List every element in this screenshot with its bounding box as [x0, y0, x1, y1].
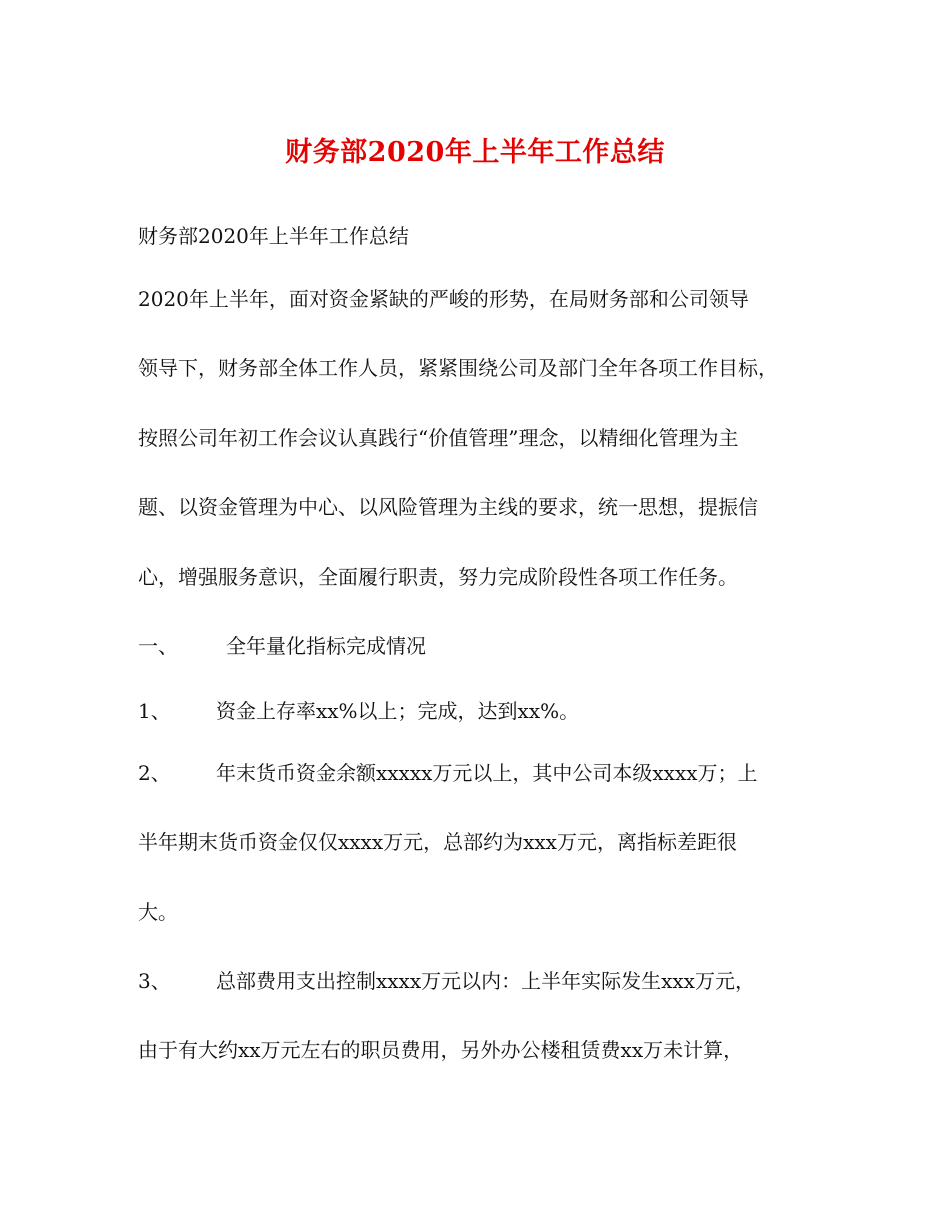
list-item-text: 资金上存率xx%以上；完成，达到xx%。	[216, 699, 580, 723]
list-item-3	[138, 967, 838, 995]
intro-line-1: 2020年上半年，面对资金紧缺的严峻的形势，在局财务部和公司领导	[138, 287, 749, 311]
document-subtitle: 财务部2020年上半年工作总结	[138, 224, 409, 248]
section-heading-1	[138, 632, 838, 660]
list-item-3-continuation-1: 由于有大约xx万元左右的职员费用，另外办公楼租赁费xx万未计算，	[138, 1038, 744, 1062]
document-title: 财务部2020年上半年工作总结	[285, 137, 665, 168]
list-item-1	[138, 697, 838, 725]
section-number: 一、	[138, 634, 178, 658]
intro-line-3: 按照公司年初工作会议认真践行“价值管理”理念，以精细化管理为主	[138, 426, 739, 450]
intro-line-4: 题、以资金管理为中心、以风险管理为主线的要求，统一思想，提振信	[138, 495, 758, 519]
list-item-text: 年末货币资金余额xxxxx万元以上，其中公司本级xxxx万；上	[216, 761, 758, 785]
list-item-text: 总部费用支出控制xxxx万元以内：上半年实际发生xxx万元，	[216, 969, 755, 993]
intro-line-5: 心，增强服务意识，全面履行职责，努力完成阶段性各项工作任务。	[138, 565, 738, 589]
list-item-2-continuation-2: 大。	[138, 900, 178, 924]
intro-line-2: 领导下，财务部全体工作人员，紧紧围绕公司及部门全年各项工作目标，	[138, 356, 778, 380]
list-item-number: 3、	[138, 969, 171, 993]
list-item-2	[138, 759, 838, 787]
list-item-number: 1、	[138, 699, 171, 723]
list-item-number: 2、	[138, 761, 171, 785]
list-item-2-continuation-1: 半年期末货币资金仅仅xxxx万元，总部约为xxx万元，离指标差距很	[138, 830, 737, 854]
section-heading-text: 全年量化指标完成情况	[226, 634, 426, 658]
